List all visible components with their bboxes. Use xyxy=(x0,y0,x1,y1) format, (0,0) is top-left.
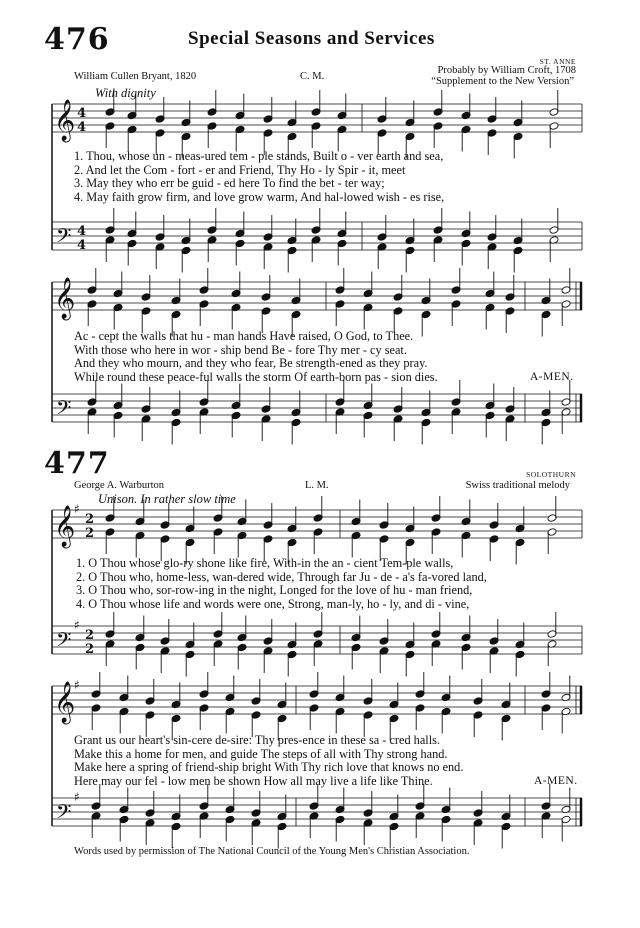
hymn-number: 476 xyxy=(44,22,110,57)
svg-text:4: 4 xyxy=(77,106,87,121)
svg-text:𝄢: 𝄢 xyxy=(56,800,72,828)
hymn-number-477: 477 xyxy=(44,446,110,481)
verse-line: 3. O Thou who, sor-row-ing in the night, Longed for the love of hu - man friend, xyxy=(76,583,473,598)
verse-line: Make this a home for men, and guide The steps of all with Thy strong hand. xyxy=(74,746,448,761)
verse-line: 1. Thou, whose un - meas-ured tem - ple stands, Built o - ver earth and sea, xyxy=(74,149,444,163)
poet-credit-477: George A. Warburton xyxy=(74,480,165,491)
svg-text:2: 2 xyxy=(85,628,95,643)
verse-line: 1. O Thou whose glo-ry shone like fire, With-in the an - cient Tem-ple walls, xyxy=(76,556,454,570)
svg-text:𝄞: 𝄞 xyxy=(54,682,76,723)
svg-text:♯: ♯ xyxy=(74,790,80,804)
lyrics-477-line2 xyxy=(74,734,463,788)
svg-text:2: 2 xyxy=(85,642,95,657)
verse-line: 3. May they who err be guid - ed here To find the bet - ter way; xyxy=(74,176,385,191)
verse-line: Grant us our heart's sin-cere de-sire: Thy pres-ence in these sa - cred halls. xyxy=(74,733,440,747)
composer-source: “Supplement to the New Version” xyxy=(431,76,574,87)
verse-line: 2. And let the Com - fort - er and Friend, Thy Ho - ly Spir - it, meet xyxy=(74,162,406,177)
verse-line: Make here a spring of friend-ship bright With Thy rich love that knows no end. xyxy=(74,760,464,775)
svg-text:2: 2 xyxy=(85,526,95,541)
verse-line: Here may our fel - low men be shown How all may live a life like Thine. xyxy=(74,773,433,788)
bass-clef-icon: 𝄢 xyxy=(56,224,72,252)
composer-credit-477: Swiss traditional melody xyxy=(465,480,570,491)
svg-text:♯: ♯ xyxy=(74,678,80,692)
svg-text:4: 4 xyxy=(77,120,87,135)
poet-credit: William Cullen Bryant, 1820 xyxy=(74,71,197,82)
verse-line: And they who mourn, and they who fear, Be strength-ened as they pray. xyxy=(74,356,428,371)
page-title: Special Seasons and Services xyxy=(188,28,435,49)
composer-credit: Probably by William Croft, 1708 xyxy=(437,65,576,76)
treble-clef-icon: 𝄞 xyxy=(54,100,76,141)
tune-name: ST. ANNE xyxy=(539,57,576,66)
meter: C. M. xyxy=(300,71,325,82)
svg-text:𝄢: 𝄢 xyxy=(56,628,72,656)
tune-name-477: SOLOTHURN xyxy=(526,470,576,479)
svg-text:♯: ♯ xyxy=(74,502,80,516)
verse-line: 4. O Thou whose life and words were one, Strong, man-ly, ho - ly, and di - vine, xyxy=(76,596,470,611)
amen-476: A-MEN. xyxy=(530,371,574,383)
svg-text:4: 4 xyxy=(77,238,87,253)
tempo-marking: With dignity xyxy=(95,86,156,100)
lyrics-476-line1 xyxy=(74,150,444,204)
verse-line: Ac - cept the walls that hu - man hands Have raised, O God, to Thee. xyxy=(74,329,414,343)
svg-text:𝄞: 𝄞 xyxy=(54,278,76,319)
meter-477: L. M. xyxy=(305,480,329,491)
verse-line: While round these peace-ful walls the storm Of earth-born pas - sion dies. xyxy=(74,369,438,384)
svg-text:♯: ♯ xyxy=(74,618,80,632)
svg-text:𝄞: 𝄞 xyxy=(54,506,76,547)
verse-line: With those who here in wor - ship bend Be - fore Thy mer - cy seat. xyxy=(74,342,407,357)
verse-line: 2. O Thou who, home-less, wan-dered wide, Through far Ju - de - a's fa-vored land, xyxy=(76,569,487,584)
svg-text:𝄢: 𝄢 xyxy=(56,396,72,424)
lyrics-476-line2 xyxy=(74,330,438,384)
amen-477: A-MEN. xyxy=(534,775,578,787)
svg-text:4: 4 xyxy=(77,224,87,239)
verse-line: 4. May faith grow firm, and love grow warm, And hal-lowed wish - es rise, xyxy=(74,189,445,204)
svg-text:2: 2 xyxy=(85,512,95,527)
copyright-note: Words used by permission of The National Council of the Young Men's Christian Association. xyxy=(74,846,470,857)
lyrics-477-line1 xyxy=(76,557,487,611)
tempo-marking-477: Unison. In rather slow time xyxy=(98,492,236,506)
